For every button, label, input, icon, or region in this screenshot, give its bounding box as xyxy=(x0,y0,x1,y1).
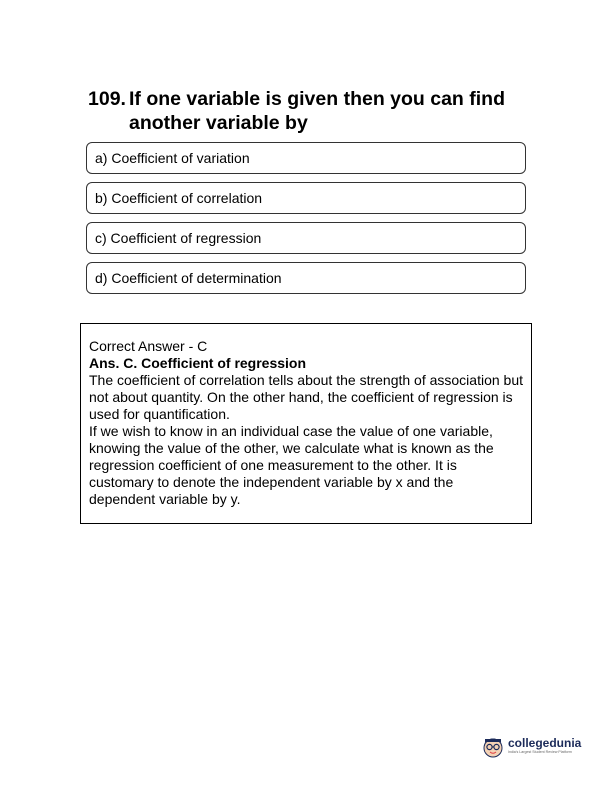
option-b[interactable] xyxy=(86,182,526,214)
question-text: If one variable is given then you can find another variable by xyxy=(129,88,505,134)
collegedunia-logo xyxy=(481,733,581,759)
logo-name: collegedunia xyxy=(508,736,582,750)
answer-title: Ans. C. Coefficient of regression xyxy=(89,355,307,371)
option-a-label: a) Coefficient of variation xyxy=(95,150,250,166)
question xyxy=(88,87,528,135)
options-list xyxy=(86,142,526,302)
option-c[interactable] xyxy=(86,222,526,254)
option-a[interactable] xyxy=(86,142,526,174)
explanation-paragraph-2: If we wish to know in an individual case the value of one variable, knowing the value of the other, we calculate what is known as the regression coefficient of one measurement to the other. It is customary to denote the independent variable by x and the dependent variable by y. xyxy=(89,423,494,507)
option-b-label: b) Coefficient of correlation xyxy=(95,190,263,206)
correct-answer: Correct Answer - C xyxy=(89,338,208,354)
logo-tagline: India's Largest Student Review Platform xyxy=(508,750,572,754)
option-c-label: c) Coefficient of regression xyxy=(95,230,262,246)
question-number: 109. xyxy=(88,88,126,110)
option-d-label: d) Coefficient of determination xyxy=(95,270,282,286)
explanation-paragraph-1: The coefficient of correlation tells about the strength of association but not about quantity. On the other hand, the coefficient of regression is used for quantification. xyxy=(89,372,523,422)
option-d[interactable] xyxy=(86,262,526,294)
answer-box xyxy=(80,323,532,524)
mascot-icon xyxy=(481,733,505,759)
